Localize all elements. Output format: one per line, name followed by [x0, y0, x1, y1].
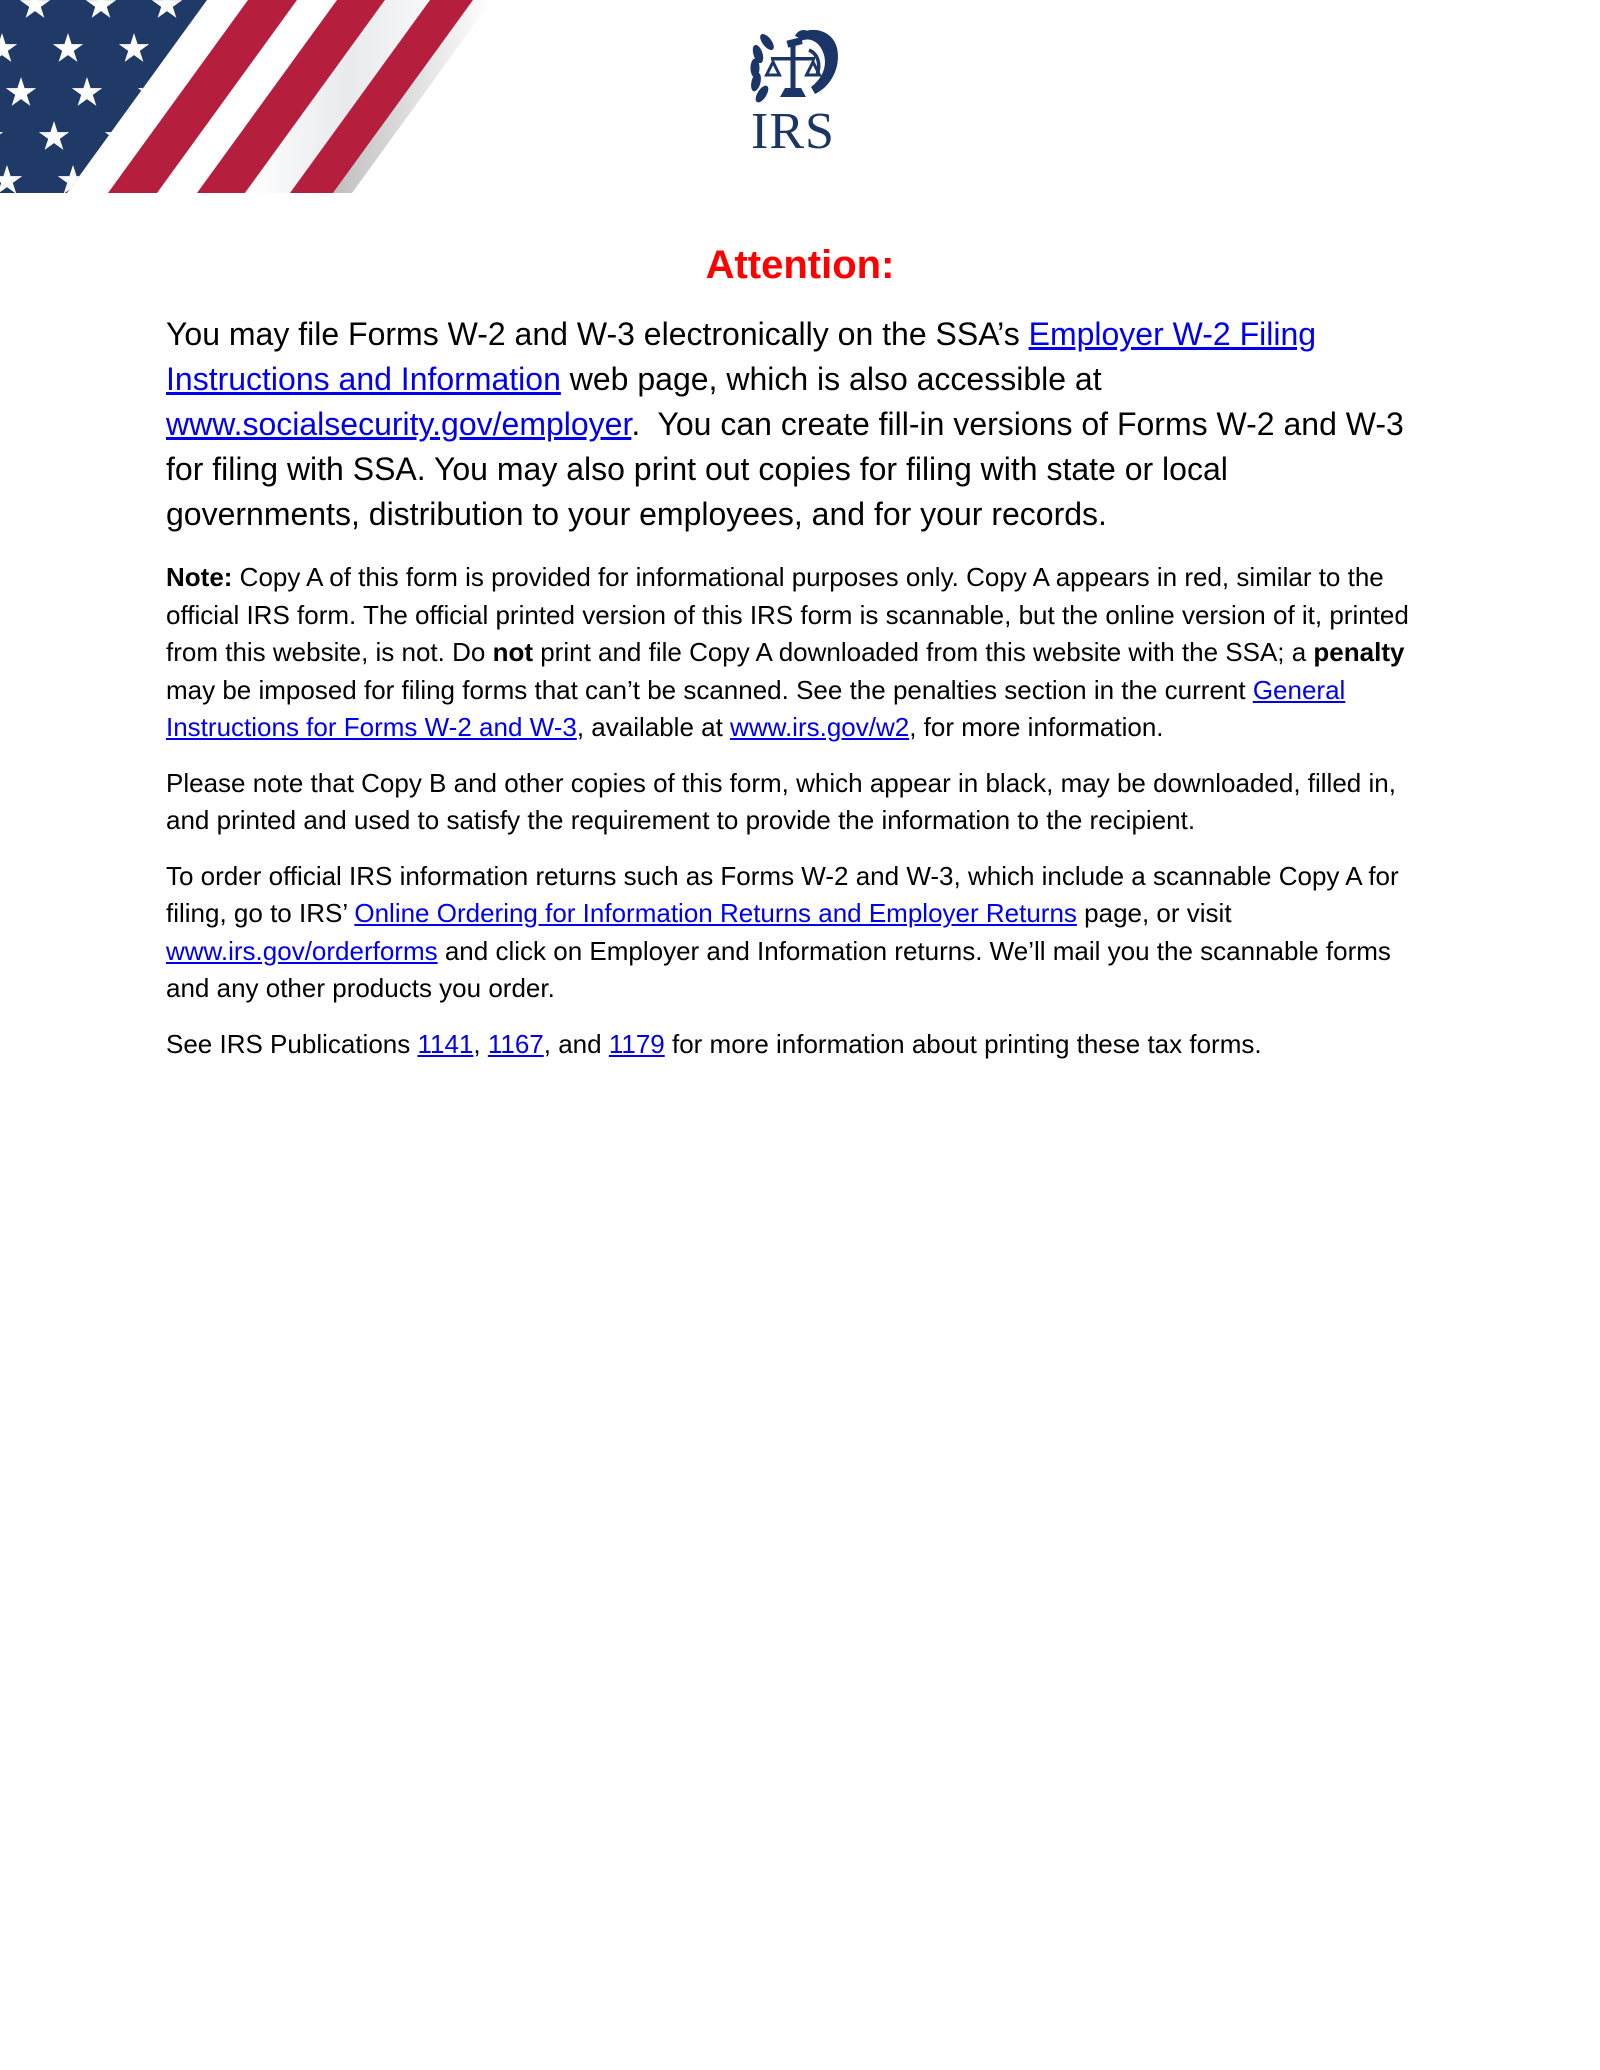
- attention-heading: Attention:: [705, 243, 895, 287]
- text-run: , available at: [576, 712, 731, 742]
- paragraph-publications: [166, 1026, 1422, 1064]
- text-run: and click on Employer and Information returns. We’ll mail you the scannable forms and any other products you order.: [166, 935, 1391, 1003]
- text-run: ,: [473, 1028, 488, 1059]
- text-run: web page, which is also accessible at: [560, 361, 1102, 397]
- body-paragraphs: [166, 312, 1422, 1081]
- paragraph-efile-intro: [166, 312, 1422, 537]
- text-run: You may file Forms W-2 and W-3 electronically on the SSA’s: [166, 316, 1029, 352]
- link-employer-w-2-filing-instructions-and-information[interactable]: Employer W-2 Filing Instructions and Information: [166, 316, 1317, 397]
- irs-eagle-emblem-icon: [741, 28, 845, 110]
- text-run: See IRS Publications: [166, 1028, 418, 1059]
- link-www-irs-gov-w2[interactable]: www.irs.gov/w2: [730, 712, 910, 742]
- irs-logo: [738, 28, 848, 158]
- link-1141[interactable]: 1141: [417, 1028, 474, 1059]
- text-run: Please note that Copy B and other copies of this form, which appear in black, may be downloaded, filled in, and printed and used to satisfy the requirement to provide the information to the recipient.: [166, 767, 1396, 835]
- bold-text: Note:: [166, 562, 233, 592]
- text-run: To order official IRS information returns such as Forms W-2 and W-3, which include a scannable Copy A for filing, go to IRS’: [166, 860, 1399, 928]
- bold-text: penalty: [1313, 637, 1405, 667]
- text-run: . You can create fill-in versions of Forms W-2 and W-3 for filing with SSA. You may also print out copies for filing with state or local governments, distribution to your employees, and for your records.: [166, 406, 1404, 532]
- text-run: print and file Copy A downloaded from this website with the SSA; a: [532, 637, 1314, 667]
- text-run: for more information about printing these tax forms.: [664, 1028, 1262, 1059]
- link-general-instructions-for-forms-w-2-and-w-3[interactable]: General Instructions for Forms W-2 and W-3: [166, 674, 1346, 742]
- us-flag-graphic: [0, 0, 492, 193]
- irs-logo-text: IRS: [751, 103, 835, 160]
- paragraph-copy-b: [166, 765, 1422, 840]
- us-flag-banner: [0, 0, 492, 193]
- scales: [767, 37, 820, 97]
- laurel-branch: [749, 32, 776, 105]
- link-1179[interactable]: 1179: [608, 1028, 665, 1059]
- link-www-irs-gov-orderforms[interactable]: www.irs.gov/orderforms: [166, 935, 438, 966]
- paragraph-order-forms: [166, 858, 1422, 1008]
- link-online-ordering-for-information-returns-and-employer-returns[interactable]: Online Ordering for Information Returns and Employer Returns: [354, 898, 1077, 928]
- paragraph-note-copy-a: [166, 559, 1422, 747]
- link-www-socialsecurity-gov-employer[interactable]: www.socialsecurity.gov/employer: [166, 406, 632, 442]
- text-run: , for more information.: [909, 712, 1164, 742]
- text-run: page, or visit: [1076, 898, 1232, 928]
- text-run: , and: [543, 1028, 609, 1059]
- text-run: Copy A of this form is provided for informational purposes only. Copy A appears in red, similar to the official IRS form. The official printed version of this IRS form is scannable, but the online version of it, printed from this website, is not. Do: [166, 562, 1409, 667]
- bold-text: not: [492, 637, 533, 667]
- link-1167[interactable]: 1167: [487, 1028, 544, 1059]
- text-run: may be imposed for filing forms that can’t be scanned. See the penalties section in the current: [166, 674, 1253, 705]
